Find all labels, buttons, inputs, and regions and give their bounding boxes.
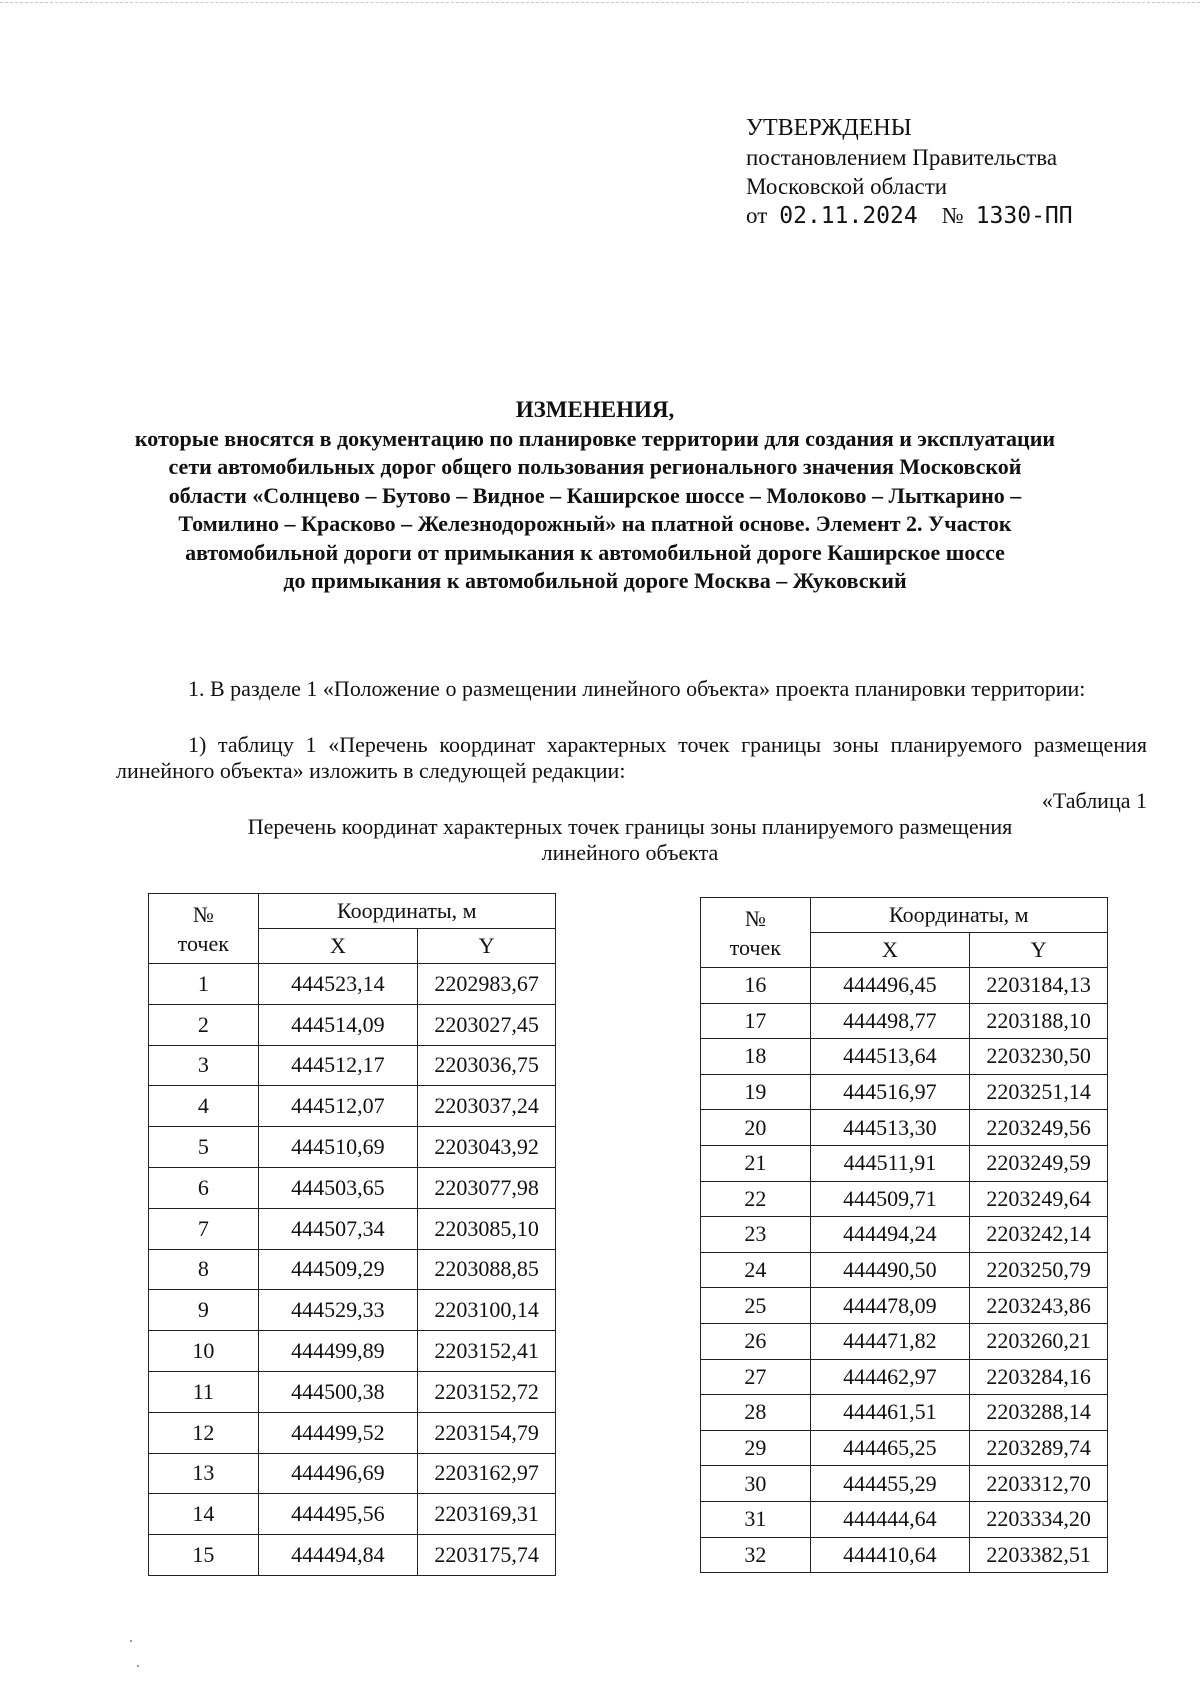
approval-date-prefix: от: [746, 203, 768, 228]
table-row: [149, 1167, 556, 1208]
y-coordinate-cell: 2203284,16: [970, 1359, 1108, 1395]
point-number-header: [701, 898, 811, 968]
approval-number: 1330-ПП: [975, 203, 1073, 229]
table-row: [701, 1430, 1108, 1466]
y-coordinate-cell: 2203085,10: [418, 1208, 556, 1249]
table-row: [701, 1110, 1108, 1146]
x-coordinate-cell: 444496,45: [810, 968, 970, 1004]
table-row: [701, 1039, 1108, 1075]
point-number-cell: 11: [149, 1371, 259, 1412]
table-row: [149, 1371, 556, 1412]
table-row: [149, 1412, 556, 1453]
y-coordinate-cell: 2203188,10: [970, 1003, 1108, 1039]
x-coordinate-cell: 444471,82: [810, 1323, 970, 1359]
table-row: [149, 1494, 556, 1535]
y-coordinate-cell: 2203077,98: [418, 1167, 556, 1208]
table-caption-line-2: линейного объекта: [541, 840, 719, 865]
table-row: [149, 1086, 556, 1127]
point-number-cell: 21: [701, 1145, 811, 1181]
table-reference: «Таблица 1: [1041, 788, 1147, 813]
point-number-header-line-2: точек: [729, 934, 781, 960]
y-coordinate-cell: 2203312,70: [970, 1466, 1108, 1502]
point-number-cell: 5: [149, 1127, 259, 1168]
y-coordinate-cell: 2203036,75: [418, 1045, 556, 1086]
x-coordinate-cell: 444410,64: [810, 1537, 970, 1573]
point-number-cell: 29: [701, 1430, 811, 1466]
y-coordinate-cell: 2203382,51: [970, 1537, 1108, 1573]
y-coordinate-cell: 2202983,67: [418, 964, 556, 1005]
scan-artifact-line: [0, 2, 1200, 3]
table-row: [701, 1003, 1108, 1039]
table-row: [149, 1535, 556, 1576]
table-row: [149, 1004, 556, 1045]
point-number-cell: 27: [701, 1359, 811, 1395]
document-subtitle-line: автомобильной дороги от примыкания к автомобильной дороге Каширское шоссе: [185, 539, 1005, 565]
approval-line-1: постановлением Правительства: [746, 145, 1058, 170]
point-number-cell: 22: [701, 1181, 811, 1217]
table-row: [149, 1453, 556, 1494]
x-coordinate-cell: 444494,84: [258, 1535, 418, 1576]
x-coordinate-cell: 444496,69: [258, 1453, 418, 1494]
y-coordinate-cell: 2203243,86: [970, 1288, 1108, 1324]
point-number-cell: 3: [149, 1045, 259, 1086]
paragraph-2-text: 1) таблицу 1 «Перечень координат характерных точек границы зоны планируемого размещения линейного объекта» изложить в следующей редакции:: [116, 732, 1147, 783]
x-coordinate-cell: 444509,29: [258, 1249, 418, 1290]
table-row: [701, 1145, 1108, 1181]
table-row: [701, 1537, 1108, 1573]
x-coordinate-cell: 444455,29: [810, 1466, 970, 1502]
point-number-header: [149, 894, 259, 964]
y-coordinate-cell: 2203288,14: [970, 1395, 1108, 1431]
x-coordinate-cell: 444461,51: [810, 1395, 970, 1431]
y-coordinate-cell: 2203184,13: [970, 968, 1108, 1004]
coordinates-table-right: [700, 897, 1108, 1573]
coordinates-table-left: [148, 893, 556, 1576]
x-coordinate-cell: 444512,17: [258, 1045, 418, 1086]
x-coordinate-cell: 444523,14: [258, 964, 418, 1005]
x-coordinate-cell: 444511,91: [810, 1145, 970, 1181]
y-coordinate-cell: 2203251,14: [970, 1074, 1108, 1110]
y-coordinate-cell: 2203249,56: [970, 1110, 1108, 1146]
y-coordinate-cell: 2203249,64: [970, 1181, 1108, 1217]
x-coordinate-cell: 444513,64: [810, 1039, 970, 1075]
coordinates-header: Координаты, м: [258, 894, 555, 929]
point-number-cell: 19: [701, 1074, 811, 1110]
table-row: [701, 1323, 1108, 1359]
point-number-cell: 1: [149, 964, 259, 1005]
point-number-header-line-2: точек: [177, 930, 229, 956]
table-row: [701, 1395, 1108, 1431]
point-number-cell: 15: [149, 1535, 259, 1576]
point-number-cell: 31: [701, 1501, 811, 1537]
document-subtitle-line: которые вносятся в документацию по планировке территории для создания и эксплуатации: [134, 425, 1056, 451]
point-number-cell: 26: [701, 1323, 811, 1359]
y-column-header: Y: [418, 929, 556, 964]
x-coordinate-cell: 444516,97: [810, 1074, 970, 1110]
point-number-cell: 6: [149, 1167, 259, 1208]
y-coordinate-cell: 2203334,20: [970, 1501, 1108, 1537]
approval-line-2: Московской области: [746, 174, 948, 199]
table-row: [701, 1252, 1108, 1288]
point-number-cell: 24: [701, 1252, 811, 1288]
document-title: [90, 396, 1100, 596]
point-number-cell: 16: [701, 968, 811, 1004]
point-number-header-line-1: №: [744, 905, 766, 931]
table-row: [701, 1181, 1108, 1217]
document-subtitle-line: Томилино – Красково – Железнодорожный» на платной основе. Элемент 2. Участок: [178, 511, 1012, 536]
y-coordinate-cell: 2203250,79: [970, 1252, 1108, 1288]
table-row: [701, 1501, 1108, 1537]
x-coordinate-cell: 444503,65: [258, 1167, 418, 1208]
right-table-body: [701, 968, 1108, 1573]
scan-speck: [137, 1665, 139, 1667]
document-subtitle-line: сети автомобильных дорог общего пользования регионального значения Московской: [168, 454, 1022, 479]
x-coordinate-cell: 444465,25: [810, 1430, 970, 1466]
x-coordinate-cell: 444507,34: [258, 1208, 418, 1249]
document-subtitle-line: области «Солнцево – Бутово – Видное – Каширское шоссе – Молоково – Лыткарино –: [168, 482, 1022, 508]
table-row: [149, 1331, 556, 1372]
point-number-cell: 17: [701, 1003, 811, 1039]
approval-number-label: №: [941, 203, 964, 228]
x-coordinate-cell: 444529,33: [258, 1290, 418, 1331]
x-coordinate-cell: 444512,07: [258, 1086, 418, 1127]
point-number-header-line-1: №: [192, 901, 214, 927]
x-coordinate-cell: 444509,71: [810, 1181, 970, 1217]
table-row: [149, 964, 556, 1005]
coordinates-header: Координаты, м: [810, 898, 1107, 933]
y-coordinate-cell: 2203100,14: [418, 1290, 556, 1331]
table-caption: [190, 814, 1070, 866]
table-row: [701, 968, 1108, 1004]
point-number-cell: 9: [149, 1290, 259, 1331]
x-coordinate-cell: 444462,97: [810, 1359, 970, 1395]
y-coordinate-cell: 2203230,50: [970, 1039, 1108, 1075]
x-coordinate-cell: 444498,77: [810, 1003, 970, 1039]
x-column-header: X: [258, 929, 418, 964]
y-coordinate-cell: 2203152,72: [418, 1371, 556, 1412]
table-row: [701, 1074, 1108, 1110]
point-number-cell: 10: [149, 1331, 259, 1372]
x-coordinate-cell: 444499,52: [258, 1412, 418, 1453]
y-coordinate-cell: 2203037,24: [418, 1086, 556, 1127]
y-coordinate-cell: 2203043,92: [418, 1127, 556, 1168]
table-caption-line-1: Перечень координат характерных точек границы зоны планируемого размещения: [247, 814, 1013, 839]
y-coordinate-cell: 2203169,31: [418, 1494, 556, 1535]
x-coordinate-cell: 444499,89: [258, 1331, 418, 1372]
table-row: [701, 1466, 1108, 1502]
left-table-body: [149, 964, 556, 1576]
table-row: [701, 1359, 1108, 1395]
point-number-cell: 13: [149, 1453, 259, 1494]
x-coordinate-cell: 444494,24: [810, 1217, 970, 1253]
approval-stamp: [746, 114, 1073, 231]
y-coordinate-cell: 2203242,14: [970, 1217, 1108, 1253]
scan-speck: [130, 1640, 132, 1642]
table-row: [149, 1290, 556, 1331]
paragraph-1: [116, 676, 1147, 702]
point-number-cell: 4: [149, 1086, 259, 1127]
approval-date: 02.11.2024: [779, 203, 918, 229]
x-coordinate-cell: 444490,50: [810, 1252, 970, 1288]
point-number-cell: 28: [701, 1395, 811, 1431]
approval-date-row: [746, 201, 1073, 231]
x-coordinate-cell: 444495,56: [258, 1494, 418, 1535]
y-coordinate-cell: 2203289,74: [970, 1430, 1108, 1466]
table-row: [701, 1288, 1108, 1324]
point-number-cell: 2: [149, 1004, 259, 1045]
point-number-cell: 14: [149, 1494, 259, 1535]
point-number-cell: 7: [149, 1208, 259, 1249]
x-coordinate-cell: 444514,09: [258, 1004, 418, 1045]
y-coordinate-cell: 2203162,97: [418, 1453, 556, 1494]
point-number-cell: 30: [701, 1466, 811, 1502]
point-number-cell: 23: [701, 1217, 811, 1253]
table-row: [149, 1249, 556, 1290]
point-number-cell: 20: [701, 1110, 811, 1146]
point-number-cell: 18: [701, 1039, 811, 1075]
y-column-header: Y: [970, 933, 1108, 968]
point-number-cell: 8: [149, 1249, 259, 1290]
approval-title: УТВЕРЖДЕНЫ: [746, 115, 912, 141]
point-number-cell: 32: [701, 1537, 811, 1573]
point-number-cell: 12: [149, 1412, 259, 1453]
point-number-cell: 25: [701, 1288, 811, 1324]
x-coordinate-cell: 444510,69: [258, 1127, 418, 1168]
x-coordinate-cell: 444444,64: [810, 1501, 970, 1537]
y-coordinate-cell: 2203027,45: [418, 1004, 556, 1045]
x-coordinate-cell: 444500,38: [258, 1371, 418, 1412]
document-subtitle-line: до примыкания к автомобильной дороге Москва – Жуковский: [283, 568, 907, 593]
y-coordinate-cell: 2203249,59: [970, 1145, 1108, 1181]
table-row: [149, 1127, 556, 1168]
table-row: [701, 1217, 1108, 1253]
table-row: [149, 1045, 556, 1086]
paragraph-2: [116, 732, 1147, 784]
y-coordinate-cell: 2203175,74: [418, 1535, 556, 1576]
x-coordinate-cell: 444513,30: [810, 1110, 970, 1146]
table-row: [149, 1208, 556, 1249]
document-heading: ИЗМЕНЕНИЯ,: [515, 397, 675, 422]
x-coordinate-cell: 444478,09: [810, 1288, 970, 1324]
y-coordinate-cell: 2203088,85: [418, 1249, 556, 1290]
y-coordinate-cell: 2203154,79: [418, 1412, 556, 1453]
y-coordinate-cell: 2203260,21: [970, 1323, 1108, 1359]
x-column-header: X: [810, 933, 970, 968]
paragraph-1-text: 1. В разделе 1 «Положение о размещении линейного объекта» проекта планировки территории:: [188, 676, 1086, 701]
y-coordinate-cell: 2203152,41: [418, 1331, 556, 1372]
